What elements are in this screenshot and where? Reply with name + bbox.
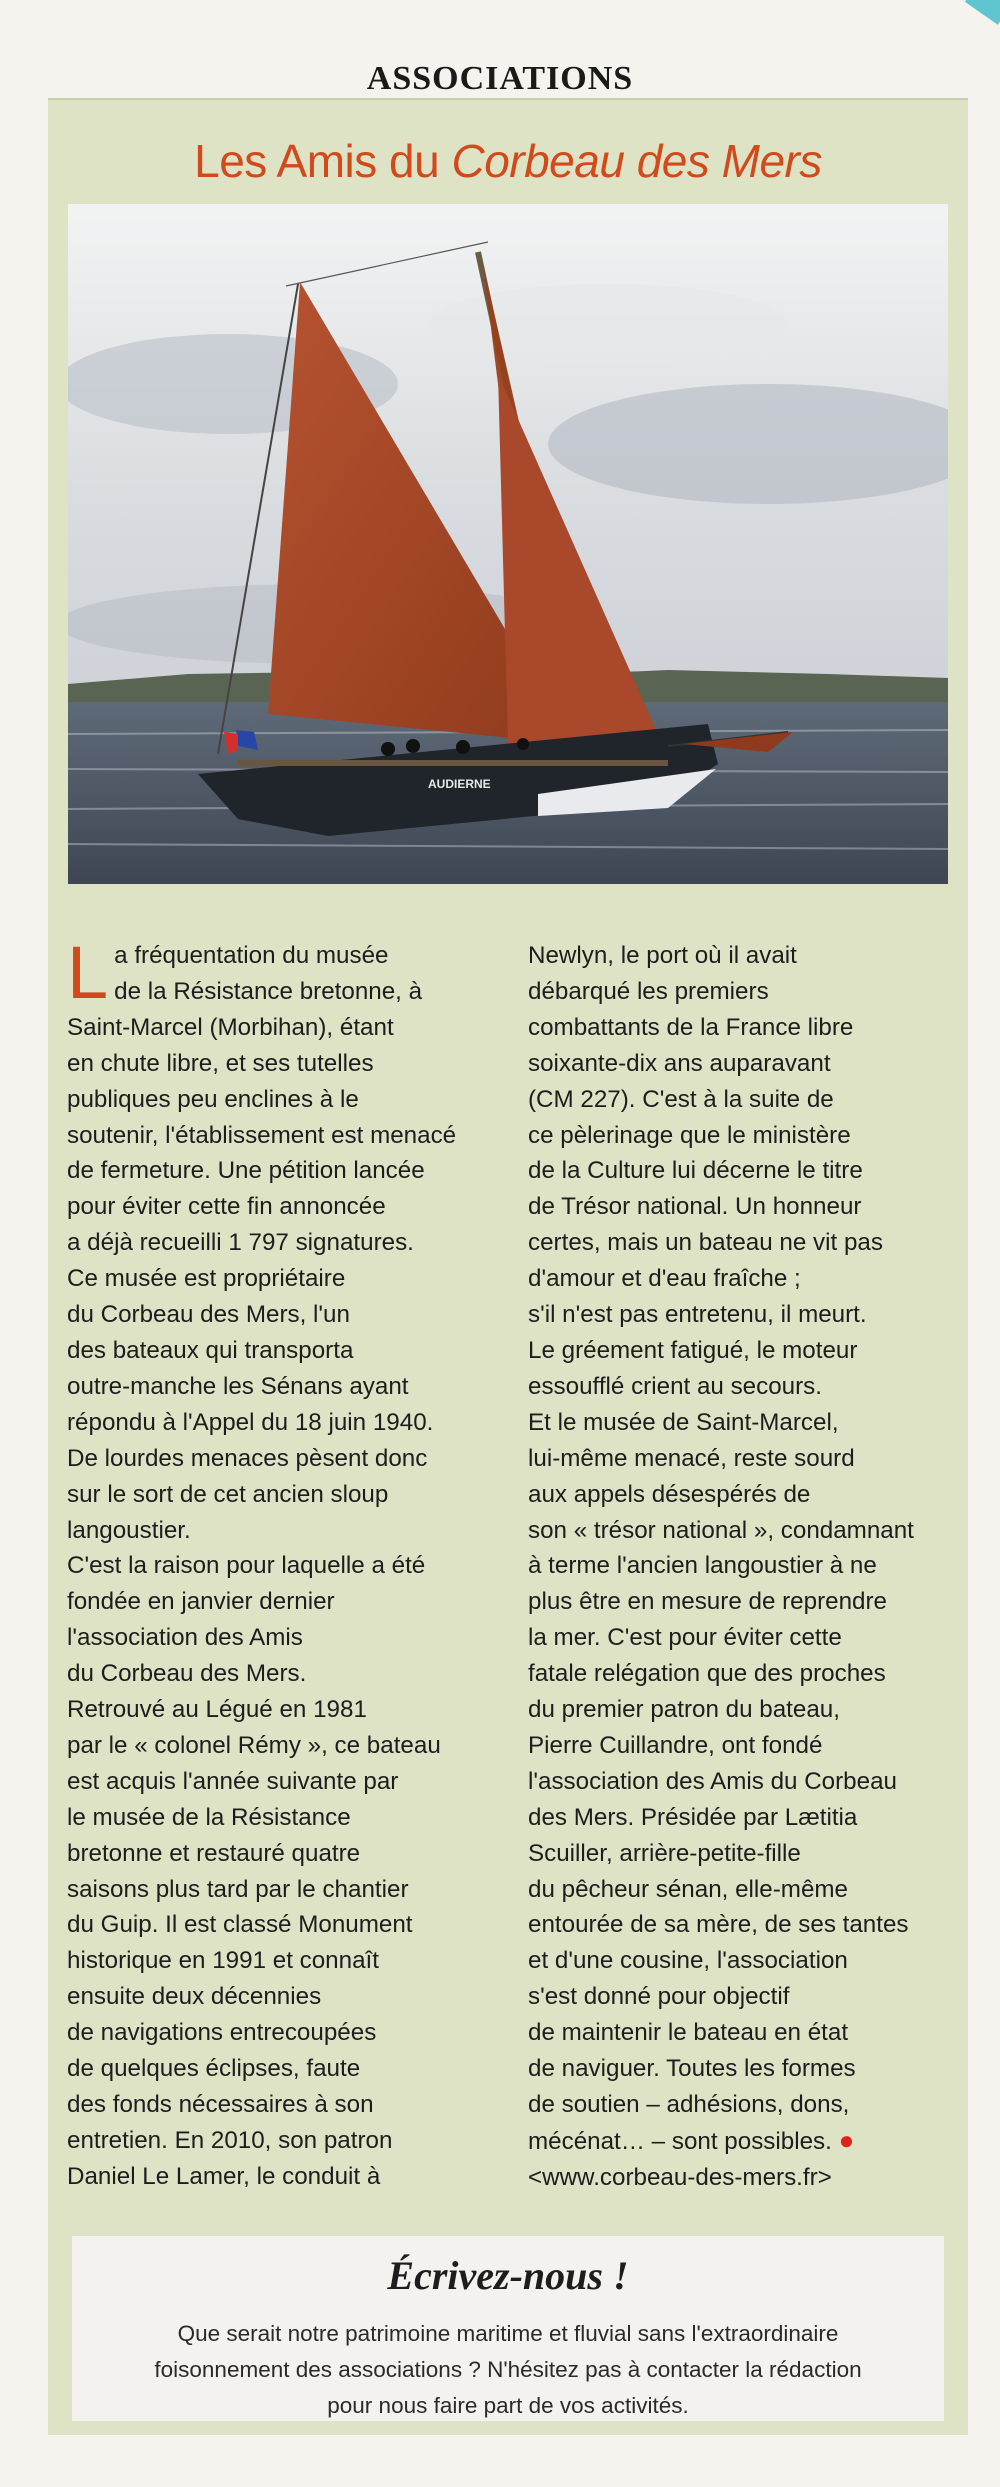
article-line: essoufflé crient au secours. xyxy=(528,1372,822,1400)
sailboat-photo xyxy=(68,204,948,884)
article-line: du Guip. Il est classé Monument xyxy=(67,1911,413,1939)
article-line: (CM 227). C'est à la suite de xyxy=(528,1085,834,1113)
article-line: des bateaux qui transporta xyxy=(67,1336,354,1364)
article-line: de fermeture. Une pétition lancée xyxy=(67,1157,425,1185)
article-column-left xyxy=(67,931,507,2195)
article-line: de quelques éclipses, faute xyxy=(67,2055,361,2083)
article-line: entourée de sa mère, de ses tantes xyxy=(528,1911,909,1939)
callout-body xyxy=(102,2316,914,2424)
article-line: s'il n'est pas entretenu, il meurt. xyxy=(528,1301,867,1329)
article-line: Saint-Marcel (Morbihan), étant xyxy=(67,1013,394,1041)
article-line: Pierre Cuillandre, ont fondé xyxy=(528,1731,823,1759)
article-line: du Corbeau des Mers, l'un xyxy=(67,1301,350,1329)
article-line: Ce musée est propriétaire xyxy=(67,1265,346,1293)
article-line: soixante-dix ans auparavant xyxy=(528,1049,831,1077)
article-line: fondée en janvier dernier xyxy=(67,1588,335,1616)
drop-cap: L xyxy=(67,931,109,1014)
callout-line: Que serait notre patrimoine maritime et fluvial sans l'extraordinaire xyxy=(177,2321,839,2346)
article-line: est acquis l'année suivante par xyxy=(67,1767,399,1795)
article-line: en chute libre, et ses tutelles xyxy=(67,1049,374,1077)
callout-title: Écrivez-nous ! xyxy=(387,2253,629,2298)
article-line: de maintenir le bateau en état xyxy=(528,2019,849,2047)
article-line: de Trésor national. Un honneur xyxy=(528,1193,862,1221)
article-line: le musée de la Résistance xyxy=(67,1803,351,1831)
article-line: soutenir, l'établissement est menacé xyxy=(67,1121,457,1149)
article-line: a fréquentation du musée xyxy=(114,942,389,969)
article-line: outre-manche les Sénans ayant xyxy=(67,1372,409,1400)
hull-name: AUDIERNE xyxy=(428,777,491,791)
article-line: du Corbeau des Mers. xyxy=(67,1660,307,1688)
article-line: Le gréement fatigué, le moteur xyxy=(528,1336,858,1364)
article-line: et d'une cousine, l'association xyxy=(528,1947,848,1975)
article-line: C'est la raison pour laquelle a été xyxy=(67,1552,426,1580)
article-line: de soutien – adhésions, dons, xyxy=(528,2091,850,2118)
article-line: bretonne et restauré quatre xyxy=(67,1839,361,1867)
article-line: d'amour et d'eau fraîche ; xyxy=(528,1265,801,1293)
article-line: des fonds nécessaires à son xyxy=(67,2091,374,2118)
article-line: s'est donné pour objectif xyxy=(528,1983,790,2011)
article-line: De lourdes menaces pèsent donc xyxy=(67,1444,428,1472)
article-line: sur le sort de cet ancien sloup xyxy=(67,1480,389,1508)
article-line: l'association des Amis du Corbeau xyxy=(528,1767,897,1795)
article-line: Newlyn, le port où il avait xyxy=(528,942,797,969)
callout-line: foisonnement des associations ? N'hésitez pas à contacter la rédaction xyxy=(154,2357,862,2382)
title-plain: Les Amis du xyxy=(194,135,452,187)
article-line: pour éviter cette fin annoncée xyxy=(67,1193,386,1221)
article-line: certes, mais un bateau ne vit pas xyxy=(528,1229,883,1257)
callout-line: pour nous faire part de vos activités. xyxy=(327,2393,689,2418)
title-italic: Corbeau des Mers xyxy=(451,135,822,187)
end-bullet-icon: ● xyxy=(838,2124,855,2155)
article-line: de navigations entrecoupées xyxy=(67,2019,377,2047)
article-line: du premier patron du bateau, xyxy=(528,1696,840,1724)
article-line: de la Résistance bretonne, à xyxy=(114,977,423,1005)
article-line: fatale relégation que des proches xyxy=(528,1660,886,1688)
article-line: des Mers. Présidée par Lætitia xyxy=(528,1803,858,1831)
article-title xyxy=(48,134,968,188)
article-line: la mer. C'est pour éviter cette xyxy=(528,1624,842,1652)
article-line: ce pèlerinage que le ministère xyxy=(528,1121,851,1149)
website-link[interactable]: <www.corbeau-des-mers.fr> xyxy=(528,2163,832,2191)
article-line: entretien. En 2010, son patron xyxy=(67,2126,393,2154)
article-line: débarqué les premiers xyxy=(528,977,769,1005)
article-line: par le « colonel Rémy », ce bateau xyxy=(67,1731,441,1759)
article-line: historique en 1991 et connaît xyxy=(67,1947,379,1975)
article-line: à terme l'ancien langoustier à ne xyxy=(528,1552,877,1580)
article-line: saisons plus tard par le chantier xyxy=(67,1875,409,1903)
article-line: a déjà recueilli 1 797 signatures. xyxy=(67,1229,414,1257)
article-line: publiques peu enclines à le xyxy=(67,1085,359,1113)
article-panel xyxy=(48,98,968,2435)
article-line: Retrouvé au Légué en 1981 xyxy=(67,1696,367,1724)
article-line: langoustier. xyxy=(67,1516,191,1544)
article-line: aux appels désespérés de xyxy=(528,1480,811,1508)
article-line: de naviguer. Toutes les formes xyxy=(528,2055,856,2083)
corner-tab-mark xyxy=(965,0,1000,25)
article-line: son « trésor national », condamnant xyxy=(528,1516,914,1544)
write-to-us-box xyxy=(72,2236,944,2421)
article-line: combattants de la France libre xyxy=(528,1013,854,1041)
article-line: lui-même menacé, reste sourd xyxy=(528,1444,855,1472)
article-line: du pêcheur sénan, elle-même xyxy=(528,1875,849,1903)
article-line: répondu à l'Appel du 18 juin 1940. xyxy=(67,1408,434,1436)
article-line: ensuite deux décennies xyxy=(67,1983,322,2011)
article-line-end xyxy=(528,2123,968,2160)
article-line: de la Culture lui décerne le titre xyxy=(528,1157,863,1185)
article-line: Et le musée de Saint-Marcel, xyxy=(528,1408,839,1436)
article-column-right xyxy=(528,938,968,2196)
article-line: mécénat… – sont possibles. xyxy=(528,2127,832,2155)
article-line: Daniel Le Lamer, le conduit à xyxy=(67,2162,381,2190)
section-label: ASSOCIATIONS xyxy=(366,60,634,97)
article-line: l'association des Amis xyxy=(67,1624,303,1652)
article-line: Scuiller, arrière-petite-fille xyxy=(528,1839,801,1867)
article-line: plus être en mesure de reprendre xyxy=(528,1588,887,1616)
